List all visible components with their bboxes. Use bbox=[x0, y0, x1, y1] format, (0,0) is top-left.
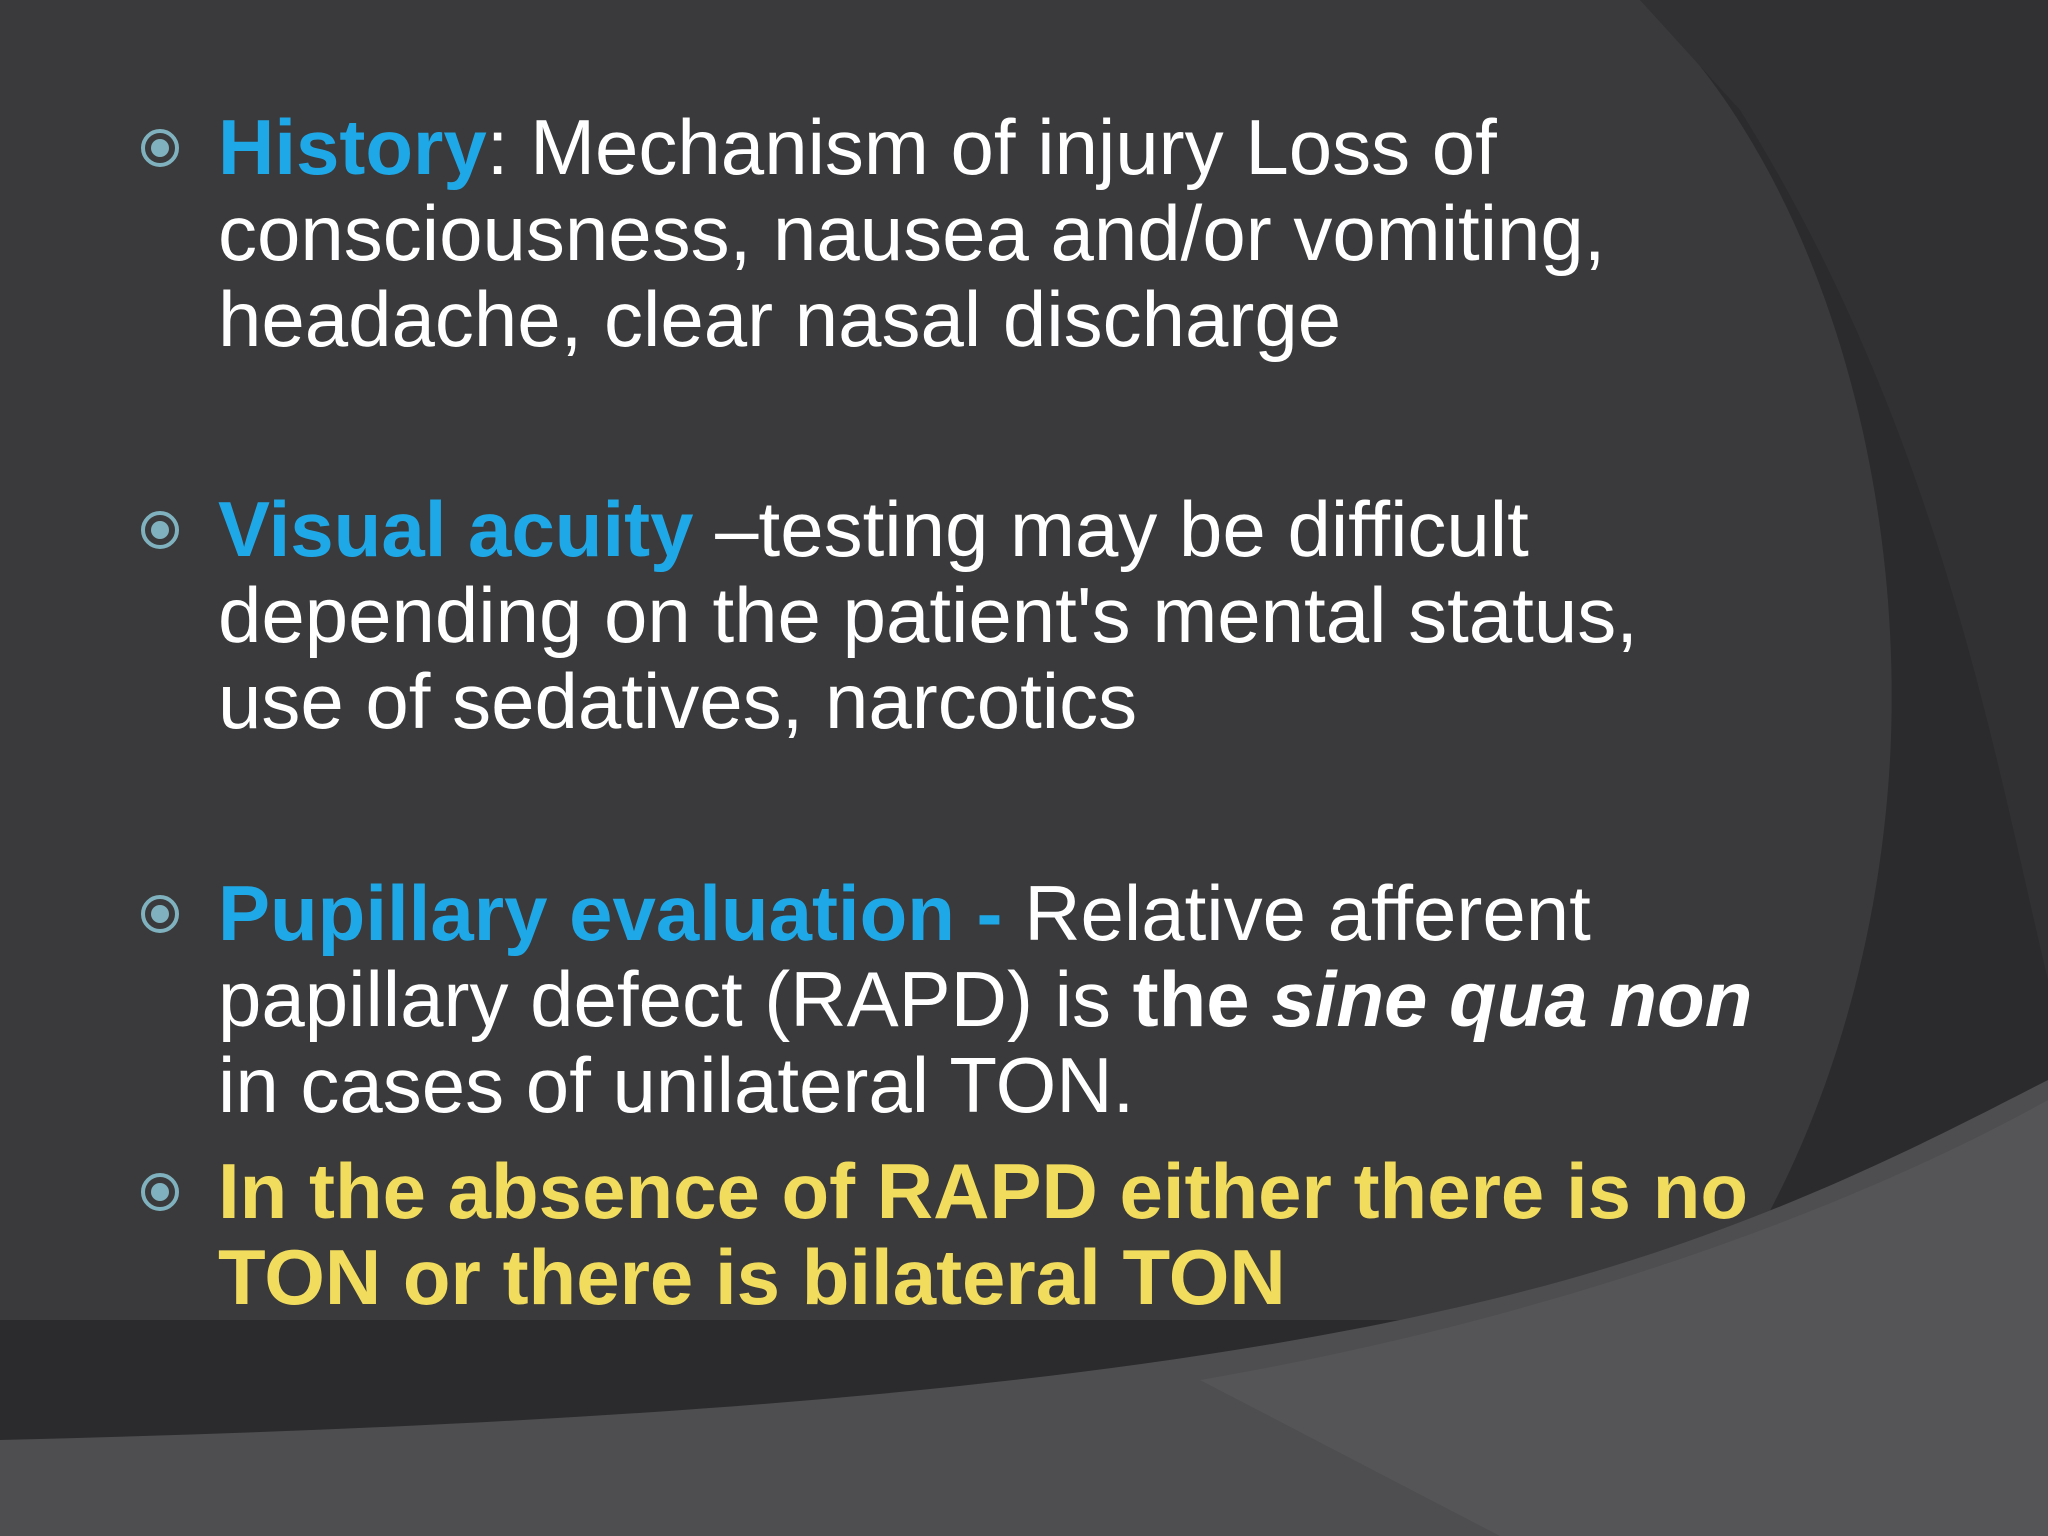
circled-dot-icon bbox=[140, 128, 180, 168]
circled-dot-icon bbox=[140, 894, 180, 934]
pupillary-sine-qua-non: sine qua non bbox=[1271, 955, 1753, 1043]
bullet-history-text bbox=[218, 104, 1778, 362]
visual-acuity-body: –testing may be difficult depending on the patient's mental status, use of sedatives, narcotics bbox=[218, 485, 1638, 745]
history-label: History bbox=[218, 103, 487, 191]
bullet-visual-acuity-text bbox=[218, 486, 1778, 744]
rapd-absence-text: In the absence of RAPD either there is no TON or there is bilateral TON bbox=[218, 1147, 1748, 1321]
visual-acuity-label: Visual acuity bbox=[218, 485, 694, 573]
pupillary-body-1: Relative afferent papillary defect (RAPD) is bbox=[218, 869, 1591, 1043]
circled-dot-icon bbox=[140, 1172, 180, 1212]
pupillary-body-2: in cases of unilateral TON. bbox=[218, 1041, 1135, 1129]
bullet-pupillary-evaluation-text bbox=[218, 870, 1778, 1128]
pupillary-bold: the bbox=[1132, 955, 1272, 1043]
history-body: : Mechanism of injury Loss of consciousness, nausea and/or vomiting, headache, clear nasal discharge bbox=[218, 103, 1606, 363]
pupillary-evaluation-label: Pupillary evaluation - bbox=[218, 869, 1025, 957]
circled-dot-icon bbox=[140, 510, 180, 550]
